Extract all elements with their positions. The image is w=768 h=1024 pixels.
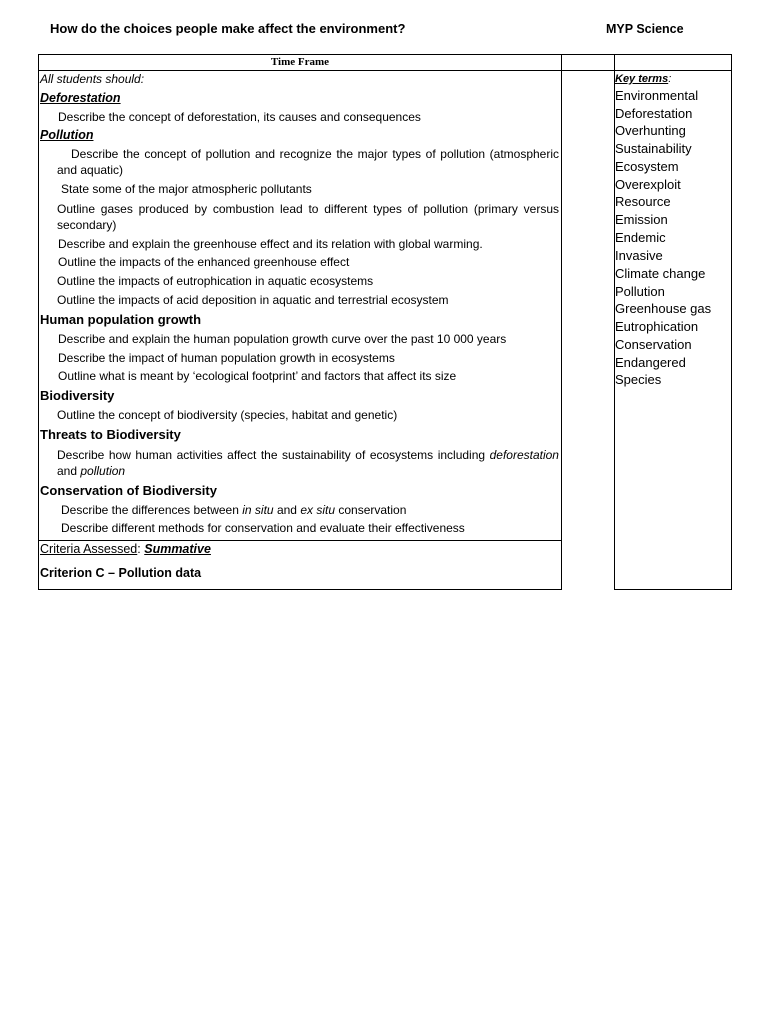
objective-item: State some of the major atmospheric pollutants	[61, 182, 312, 196]
criterion-text: Criterion C – Pollution data	[40, 566, 202, 580]
key-term: Greenhouse gas	[615, 301, 712, 316]
key-term: Endemic	[615, 230, 666, 245]
key-term: Ecosystem	[615, 159, 679, 174]
objective-item: Describe the concept of pollution and recognize the major types of pollution (atmospheric and aquatic)	[57, 147, 559, 177]
subject-label: MYP Science	[606, 22, 684, 36]
objective-item: Describe the concept of deforestation, its causes and consequences	[58, 110, 421, 124]
section-heading-pollution: Pollution	[40, 128, 94, 142]
objective-item: Outline the impacts of eutrophication in aquatic ecosystems	[57, 274, 374, 288]
key-terms-label: Key terms:	[615, 73, 672, 85]
page-title: How do the choices people make affect the environment?	[50, 21, 406, 36]
objective-item: Describe how human activities affect the sustainability of ecosystems including deforestation and pollution	[57, 448, 559, 478]
objective-item: Describe and explain the human population growth curve over the past 10 000 years	[58, 332, 507, 346]
objective-item: Outline the impacts of the enhanced greenhouse effect	[58, 255, 350, 269]
objective-item: Outline the concept of biodiversity (species, habitat and genetic)	[57, 408, 398, 422]
intro-text: All students should:	[40, 72, 145, 86]
objective-item: Outline what is meant by ‘ecological footprint’ and factors that affect its size	[58, 369, 457, 383]
criteria-assessed-line: Criteria Assessed: Summative	[40, 542, 211, 556]
key-term: Environmental	[615, 88, 699, 103]
key-term: Deforestation	[615, 106, 693, 121]
key-term: Overexploit	[615, 177, 681, 192]
objective-item: Outline gases produced by combustion lead to different types of pollution (primary versus secondary)	[57, 202, 559, 232]
section-heading-biodiversity: Biodiversity	[40, 388, 115, 403]
key-term: Eutrophication	[615, 319, 699, 334]
objective-item: Describe the impact of human population growth in ecosystems	[58, 351, 395, 365]
objective-item: Describe and explain the greenhouse effect and its relation with global warming.	[58, 237, 483, 251]
section-heading-threats: Threats to Biodiversity	[40, 427, 181, 442]
objective-item: Describe different methods for conservation and evaluate their effectiveness	[61, 521, 465, 535]
key-term: Resource	[615, 194, 671, 209]
key-term: Species	[615, 372, 662, 387]
key-term: Sustainability	[615, 141, 692, 156]
key-term: Overhunting	[615, 123, 686, 138]
key-term: Pollution	[615, 284, 665, 299]
key-term: Invasive	[615, 248, 663, 263]
key-term: Emission	[615, 212, 668, 227]
objective-item: Describe the differences between in situ and ex situ conservation	[61, 503, 407, 517]
key-term: Endangered	[615, 355, 686, 370]
section-heading-conservation: Conservation of Biodiversity	[40, 483, 217, 498]
time-frame-header: Time Frame	[270, 56, 330, 68]
objective-item: Outline the impacts of acid deposition in aquatic and terrestrial ecosystem	[57, 293, 449, 307]
section-heading-deforestation: Deforestation	[40, 91, 121, 105]
key-term: Climate change	[615, 266, 706, 281]
key-term: Conservation	[615, 337, 692, 352]
section-heading-population: Human population growth	[40, 312, 202, 327]
